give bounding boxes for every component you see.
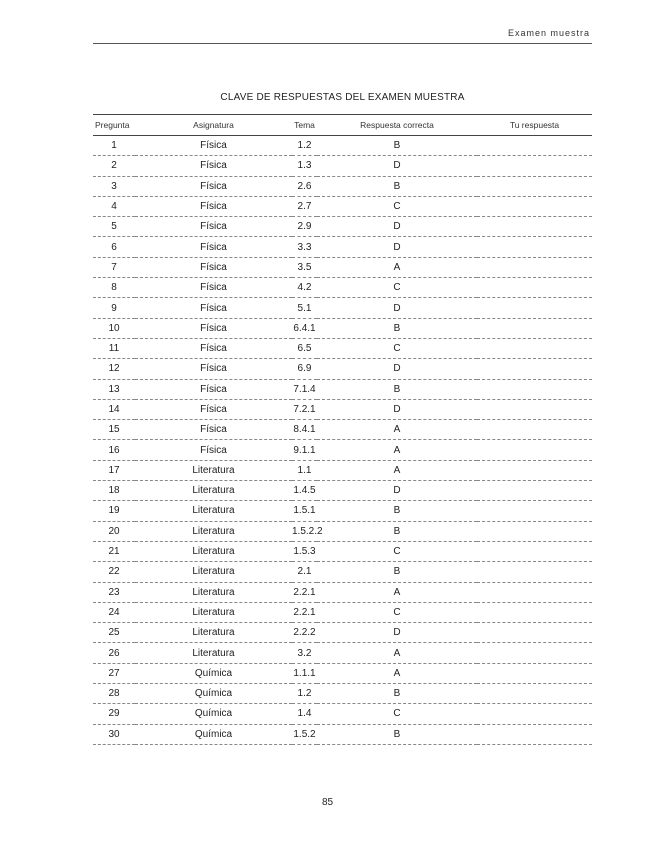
asignatura-cell: Física xyxy=(135,136,292,156)
asignatura-cell: Física xyxy=(135,196,292,216)
pregunta-cell: 9 xyxy=(93,298,135,318)
tema-cell: 9.1.1 xyxy=(292,440,317,460)
asignatura-cell: Química xyxy=(135,724,292,744)
pregunta-cell: 16 xyxy=(93,440,135,460)
respuesta-correcta-cell: A xyxy=(317,663,477,683)
respuesta-correcta-cell: A xyxy=(317,420,477,440)
table-title: CLAVE DE RESPUESTAS DEL EXAMEN MUESTRA xyxy=(220,92,465,103)
asignatura-cell: Literatura xyxy=(135,460,292,480)
table-row xyxy=(93,481,592,501)
asignatura-cell: Física xyxy=(135,298,292,318)
pregunta-cell: 20 xyxy=(93,521,135,541)
tema-cell: 4.2 xyxy=(292,278,317,298)
tema-cell: 1.2 xyxy=(292,136,317,156)
column-header-asignatura: Asignatura xyxy=(135,115,292,136)
asignatura-cell: Física xyxy=(135,156,292,176)
tema-cell: 2.9 xyxy=(292,217,317,237)
asignatura-cell: Física xyxy=(135,359,292,379)
asignatura-cell: Literatura xyxy=(135,643,292,663)
pregunta-cell: 14 xyxy=(93,399,135,419)
asignatura-cell: Literatura xyxy=(135,501,292,521)
tu-respuesta-cell xyxy=(477,338,592,358)
asignatura-cell: Física xyxy=(135,379,292,399)
asignatura-cell: Física xyxy=(135,440,292,460)
tu-respuesta-cell xyxy=(477,460,592,480)
respuesta-correcta-cell: B xyxy=(317,136,477,156)
pregunta-cell: 18 xyxy=(93,481,135,501)
pregunta-cell: 28 xyxy=(93,684,135,704)
tema-cell: 1.2 xyxy=(292,684,317,704)
table-row xyxy=(93,379,592,399)
respuesta-correcta-cell: D xyxy=(317,298,477,318)
respuesta-correcta-cell: C xyxy=(317,602,477,622)
pregunta-cell: 1 xyxy=(93,136,135,156)
asignatura-cell: Física xyxy=(135,318,292,338)
respuesta-correcta-cell: D xyxy=(317,481,477,501)
asignatura-cell: Física xyxy=(135,237,292,257)
respuesta-correcta-cell: A xyxy=(317,643,477,663)
table-row xyxy=(93,501,592,521)
respuesta-correcta-cell: B xyxy=(317,684,477,704)
table-row xyxy=(93,196,592,216)
pregunta-cell: 12 xyxy=(93,359,135,379)
respuesta-correcta-cell: A xyxy=(317,257,477,277)
tema-cell: 3.3 xyxy=(292,237,317,257)
pregunta-cell: 22 xyxy=(93,562,135,582)
asignatura-cell: Física xyxy=(135,176,292,196)
respuesta-correcta-cell: D xyxy=(317,217,477,237)
respuesta-correcta-cell: D xyxy=(317,359,477,379)
pregunta-cell: 17 xyxy=(93,460,135,480)
tema-cell: 6.5 xyxy=(292,338,317,358)
table-body xyxy=(93,136,592,745)
tema-cell: 2.2.1 xyxy=(292,582,317,602)
tu-respuesta-cell xyxy=(477,420,592,440)
table-row xyxy=(93,562,592,582)
pregunta-cell: 26 xyxy=(93,643,135,663)
tu-respuesta-cell xyxy=(477,684,592,704)
table-row xyxy=(93,460,592,480)
respuesta-correcta-cell: A xyxy=(317,440,477,460)
table-row xyxy=(93,237,592,257)
tema-cell: 8.4.1 xyxy=(292,420,317,440)
table-row xyxy=(93,217,592,237)
pregunta-cell: 2 xyxy=(93,156,135,176)
table-row xyxy=(93,420,592,440)
respuesta-correcta-cell: B xyxy=(317,521,477,541)
respuesta-correcta-cell: C xyxy=(317,541,477,561)
tu-respuesta-cell xyxy=(477,521,592,541)
asignatura-cell: Química xyxy=(135,663,292,683)
respuesta-correcta-cell: A xyxy=(317,582,477,602)
asignatura-cell: Química xyxy=(135,684,292,704)
column-header-respuesta-correcta: Respuesta correcta xyxy=(317,115,477,136)
tu-respuesta-cell xyxy=(477,217,592,237)
tu-respuesta-cell xyxy=(477,481,592,501)
asignatura-cell: Literatura xyxy=(135,602,292,622)
tema-cell: 1.4 xyxy=(292,704,317,724)
tema-cell: 1.3 xyxy=(292,156,317,176)
table-row xyxy=(93,399,592,419)
column-header-pregunta: Pregunta xyxy=(93,115,135,136)
table-row xyxy=(93,136,592,156)
respuesta-correcta-cell: C xyxy=(317,278,477,298)
pregunta-cell: 11 xyxy=(93,338,135,358)
tu-respuesta-cell xyxy=(477,318,592,338)
respuesta-correcta-cell: B xyxy=(317,379,477,399)
table-row xyxy=(93,684,592,704)
pregunta-cell: 25 xyxy=(93,623,135,643)
tu-respuesta-cell xyxy=(477,237,592,257)
header-rule xyxy=(93,43,592,44)
pregunta-cell: 13 xyxy=(93,379,135,399)
pregunta-cell: 3 xyxy=(93,176,135,196)
tu-respuesta-cell xyxy=(477,663,592,683)
tema-cell: 3.2 xyxy=(292,643,317,663)
asignatura-cell: Literatura xyxy=(135,562,292,582)
tema-cell: 1.1.1 xyxy=(292,663,317,683)
tu-respuesta-cell xyxy=(477,399,592,419)
table-row xyxy=(93,156,592,176)
respuesta-correcta-cell: C xyxy=(317,338,477,358)
tema-cell: 1.5.1 xyxy=(292,501,317,521)
asignatura-cell: Física xyxy=(135,217,292,237)
respuesta-correcta-cell: D xyxy=(317,623,477,643)
respuesta-correcta-cell: B xyxy=(317,562,477,582)
tema-cell: 1.4.5 xyxy=(292,481,317,501)
asignatura-cell: Física xyxy=(135,399,292,419)
asignatura-cell: Literatura xyxy=(135,481,292,501)
tu-respuesta-cell xyxy=(477,298,592,318)
tema-cell: 1.1 xyxy=(292,460,317,480)
table-header-row xyxy=(93,115,592,136)
pregunta-cell: 6 xyxy=(93,237,135,257)
pregunta-cell: 27 xyxy=(93,663,135,683)
tema-cell: 5.1 xyxy=(292,298,317,318)
pregunta-cell: 7 xyxy=(93,257,135,277)
asignatura-cell: Química xyxy=(135,704,292,724)
running-header: Examen muestra xyxy=(507,28,590,38)
tu-respuesta-cell xyxy=(477,359,592,379)
tu-respuesta-cell xyxy=(477,196,592,216)
tema-cell: 3.5 xyxy=(292,257,317,277)
tu-respuesta-cell xyxy=(477,278,592,298)
tema-cell: 6.4.1 xyxy=(292,318,317,338)
tu-respuesta-cell xyxy=(477,379,592,399)
table-row xyxy=(93,440,592,460)
tema-cell: 1.5.3 xyxy=(292,541,317,561)
pregunta-cell: 5 xyxy=(93,217,135,237)
pregunta-cell: 19 xyxy=(93,501,135,521)
tu-respuesta-cell xyxy=(477,541,592,561)
asignatura-cell: Literatura xyxy=(135,582,292,602)
tu-respuesta-cell xyxy=(477,257,592,277)
tema-cell: 2.7 xyxy=(292,196,317,216)
asignatura-cell: Literatura xyxy=(135,541,292,561)
page-number: 85 xyxy=(321,797,334,808)
pregunta-cell: 4 xyxy=(93,196,135,216)
table-row xyxy=(93,176,592,196)
respuesta-correcta-cell: D xyxy=(317,156,477,176)
tu-respuesta-cell xyxy=(477,602,592,622)
asignatura-cell: Física xyxy=(135,420,292,440)
tu-respuesta-cell xyxy=(477,643,592,663)
column-header-tema: Tema xyxy=(292,115,317,136)
table-row xyxy=(93,278,592,298)
table-row xyxy=(93,257,592,277)
tema-cell: 7.1.4 xyxy=(292,379,317,399)
tu-respuesta-cell xyxy=(477,440,592,460)
answer-key-table xyxy=(93,114,592,745)
tema-cell: 2.1 xyxy=(292,562,317,582)
respuesta-correcta-cell: B xyxy=(317,176,477,196)
tu-respuesta-cell xyxy=(477,136,592,156)
asignatura-cell: Física xyxy=(135,257,292,277)
table-row xyxy=(93,521,592,541)
tu-respuesta-cell xyxy=(477,623,592,643)
pregunta-cell: 30 xyxy=(93,724,135,744)
pregunta-cell: 15 xyxy=(93,420,135,440)
pregunta-cell: 8 xyxy=(93,278,135,298)
table-row xyxy=(93,359,592,379)
table-row xyxy=(93,582,592,602)
tema-cell: 1.5.2.2 xyxy=(292,521,317,541)
asignatura-cell: Literatura xyxy=(135,521,292,541)
pregunta-cell: 23 xyxy=(93,582,135,602)
tu-respuesta-cell xyxy=(477,724,592,744)
respuesta-correcta-cell: B xyxy=(317,501,477,521)
pregunta-cell: 10 xyxy=(93,318,135,338)
tu-respuesta-cell xyxy=(477,704,592,724)
table-row xyxy=(93,318,592,338)
tema-cell: 1.5.2 xyxy=(292,724,317,744)
tema-cell: 2.6 xyxy=(292,176,317,196)
respuesta-correcta-cell: C xyxy=(317,704,477,724)
tema-cell: 6.9 xyxy=(292,359,317,379)
column-header-tu-respuesta: Tu respuesta xyxy=(477,115,592,136)
pregunta-cell: 29 xyxy=(93,704,135,724)
respuesta-correcta-cell: D xyxy=(317,399,477,419)
tema-cell: 7.2.1 xyxy=(292,399,317,419)
table-row xyxy=(93,724,592,744)
asignatura-cell: Literatura xyxy=(135,623,292,643)
table-row xyxy=(93,643,592,663)
tu-respuesta-cell xyxy=(477,501,592,521)
table-row xyxy=(93,298,592,318)
respuesta-correcta-cell: B xyxy=(317,724,477,744)
tema-cell: 2.2.1 xyxy=(292,602,317,622)
pregunta-cell: 24 xyxy=(93,602,135,622)
table-row xyxy=(93,602,592,622)
respuesta-correcta-cell: D xyxy=(317,237,477,257)
asignatura-cell: Física xyxy=(135,278,292,298)
respuesta-correcta-cell: B xyxy=(317,318,477,338)
table-row xyxy=(93,623,592,643)
table-row xyxy=(93,663,592,683)
tu-respuesta-cell xyxy=(477,176,592,196)
table-row xyxy=(93,704,592,724)
tu-respuesta-cell xyxy=(477,582,592,602)
tema-cell: 2.2.2 xyxy=(292,623,317,643)
respuesta-correcta-cell: A xyxy=(317,460,477,480)
table-row xyxy=(93,338,592,358)
pregunta-cell: 21 xyxy=(93,541,135,561)
tu-respuesta-cell xyxy=(477,562,592,582)
table-row xyxy=(93,541,592,561)
tu-respuesta-cell xyxy=(477,156,592,176)
asignatura-cell: Física xyxy=(135,338,292,358)
respuesta-correcta-cell: C xyxy=(317,196,477,216)
